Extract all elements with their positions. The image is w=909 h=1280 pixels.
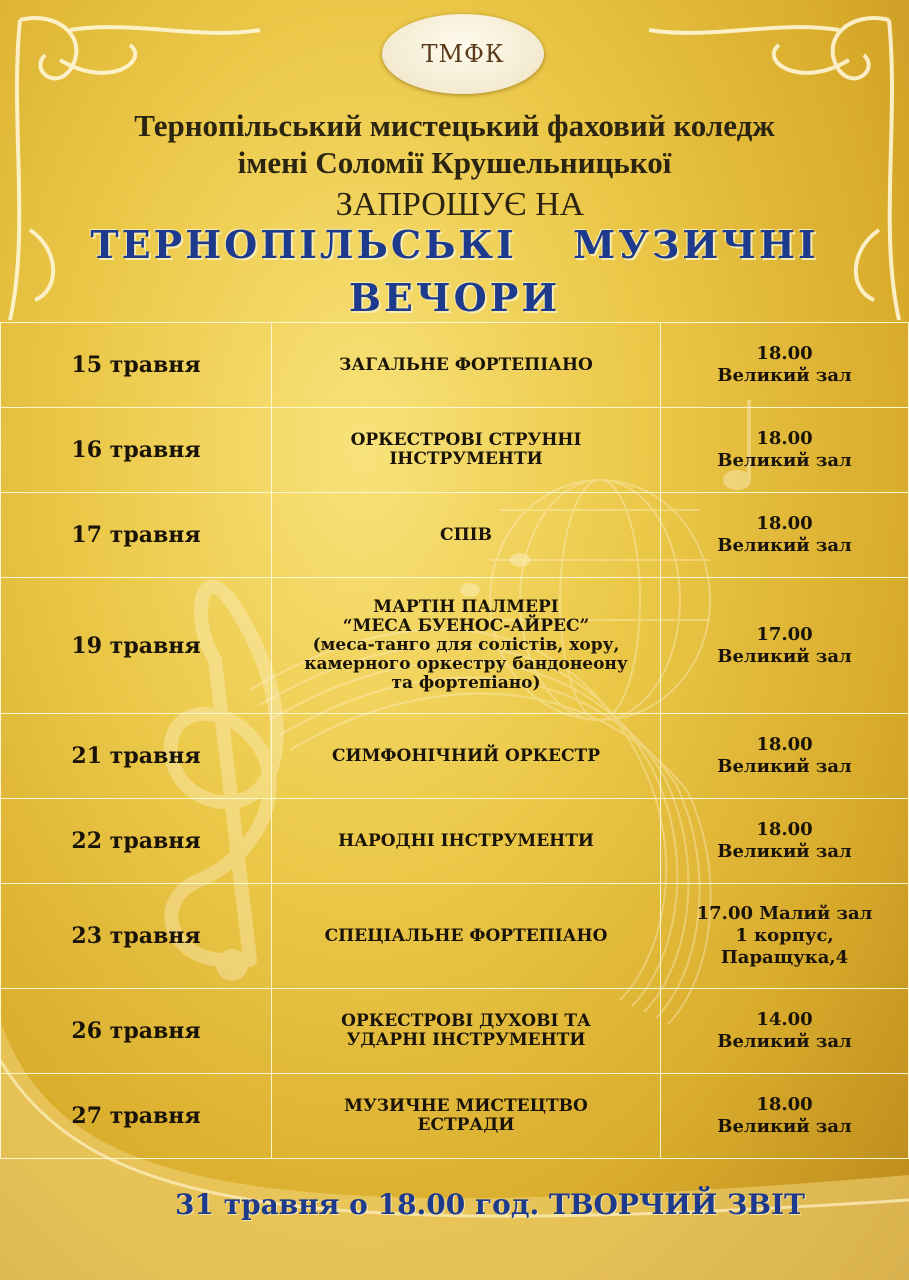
schedule-date: 27 травня xyxy=(1,1074,272,1159)
schedule-time-line: Великий зал xyxy=(717,450,852,471)
schedule-time-venue xyxy=(661,799,909,884)
schedule-event xyxy=(272,799,661,884)
schedule-time-line: 18.00 xyxy=(756,428,813,449)
schedule-event xyxy=(272,989,661,1074)
schedule-time-line: Великий зал xyxy=(717,756,852,777)
schedule-event-line: та фортепіано) xyxy=(391,673,541,693)
schedule-event-line: ЕСТРАДИ xyxy=(417,1115,515,1135)
schedule-time-line: 14.00 xyxy=(756,1009,813,1030)
schedule-date: 26 травня xyxy=(1,989,272,1074)
schedule-time-venue xyxy=(661,408,909,493)
institution-name-line1: Тернопільський мистецький фаховий коледж xyxy=(134,108,775,143)
schedule-time-line: 18.00 xyxy=(756,734,813,755)
college-logo xyxy=(382,14,544,94)
schedule-event-line: ОРКЕСТРОВІ СТРУННІ xyxy=(350,430,582,450)
schedule-event xyxy=(272,714,661,799)
schedule-row xyxy=(1,1074,909,1159)
schedule-event-line: НАРОДНІ ІНСТРУМЕНТИ xyxy=(338,830,594,851)
schedule-time-line: 17.00 xyxy=(756,623,813,645)
schedule-row xyxy=(1,408,909,493)
schedule-time-venue xyxy=(661,323,909,408)
schedule-time-line: 18.00 xyxy=(756,343,813,364)
schedule-event-line: “МЕСА БУЕНОС-АЙРЕС” xyxy=(342,616,590,636)
schedule-event-line: СПІВ xyxy=(440,524,492,545)
schedule-row xyxy=(1,989,909,1074)
schedule-time-line: Великий зал xyxy=(717,1116,852,1137)
schedule-event xyxy=(272,408,661,493)
schedule-time-venue xyxy=(661,989,909,1074)
schedule-event xyxy=(272,1074,661,1159)
schedule-time-venue xyxy=(661,493,909,578)
schedule-time-line: Великий зал xyxy=(717,841,852,862)
schedule-date: 17 травня xyxy=(1,493,272,578)
schedule-time-line: 1 корпус, xyxy=(735,925,834,946)
schedule-row xyxy=(1,884,909,989)
schedule-time-line: 18.00 xyxy=(756,819,813,840)
schedule-event-line: ІНСТРУМЕНТИ xyxy=(389,449,543,469)
schedule-table xyxy=(0,322,909,1159)
schedule-event xyxy=(272,493,661,578)
schedule-event-line: СПЕЦІАЛЬНЕ ФОРТЕПІАНО xyxy=(324,925,608,946)
schedule-event-line: СИМФОНІЧНИЙ ОРКЕСТР xyxy=(332,745,600,766)
schedule-date: 19 травня xyxy=(1,578,272,714)
schedule-time-line: 18.00 xyxy=(756,1094,813,1115)
schedule-date: 22 травня xyxy=(1,799,272,884)
logo-text: ТМФК xyxy=(421,40,505,68)
schedule-event xyxy=(272,323,661,408)
schedule-event-line: ЗАГАЛЬНЕ ФОРТЕПІАНО xyxy=(339,354,593,375)
schedule-event-line: ОРКЕСТРОВІ ДУХОВІ ТА xyxy=(341,1011,591,1031)
schedule-time-line: Великий зал xyxy=(717,365,852,386)
schedule-time-line: Великий зал xyxy=(717,1031,852,1052)
schedule-event xyxy=(272,578,661,714)
schedule-row xyxy=(1,323,909,408)
schedule-row xyxy=(1,714,909,799)
final-report-banner: 31 травня о 18.00 год. ТВОРЧИЙ ЗВІТ xyxy=(175,1188,805,1221)
schedule-event-line: УДАРНІ ІНСТРУМЕНТИ xyxy=(346,1030,586,1050)
schedule-event xyxy=(272,884,661,989)
schedule-date: 16 травня xyxy=(1,408,272,493)
schedule-time-line: 18.00 xyxy=(756,513,813,534)
schedule-time-venue xyxy=(661,1074,909,1159)
institution-name-line2: імені Соломії Крушельницької xyxy=(237,145,672,180)
schedule-time-line: Паращука,4 xyxy=(720,947,849,968)
invite-text: ЗАПРОШУЄ НА xyxy=(335,186,585,223)
schedule-event-line: МАРТІН ПАЛМЕРІ xyxy=(373,597,559,617)
event-title-line2: ВЕЧОРИ xyxy=(348,275,561,320)
schedule-event-line: камерного оркестру бандонеону xyxy=(304,654,628,674)
schedule-time-venue xyxy=(661,714,909,799)
schedule-row xyxy=(1,493,909,578)
schedule-date: 21 травня xyxy=(1,714,272,799)
schedule-event-line: МУЗИЧНЕ МИСТЕЦТВО xyxy=(344,1096,588,1116)
schedule-time-venue xyxy=(661,578,909,714)
schedule-time-line: Великий зал xyxy=(717,645,852,667)
schedule-time-line: 17.00 Малий зал xyxy=(696,903,873,924)
schedule-row xyxy=(1,799,909,884)
schedule-row xyxy=(1,578,909,714)
schedule-event-line: (меса-танго для солістів, хору, xyxy=(312,635,620,655)
schedule-date: 15 травня xyxy=(1,323,272,408)
schedule-time-venue xyxy=(661,884,909,989)
event-title-line1: ТЕРНОПІЛЬСЬКІ МУЗИЧНІ xyxy=(90,222,819,267)
schedule-time-line: Великий зал xyxy=(717,535,852,556)
schedule-date: 23 травня xyxy=(1,884,272,989)
